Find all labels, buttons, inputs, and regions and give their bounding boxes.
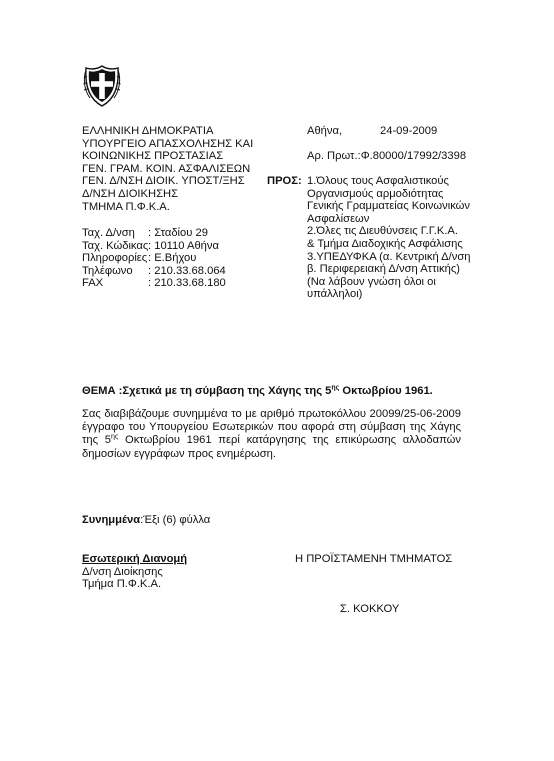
body-line: έγγραφο του Υπουργείου Εσωτερικών που αφορά στη σύμβαση της Χάγης: [82, 421, 461, 434]
distribution-item: Δ/νση Διοίκησης: [82, 565, 163, 578]
recipient-line: Οργανισμούς αρμοδιότητας: [307, 187, 444, 200]
body-paragraph: [82, 408, 461, 461]
signature-name: Σ. ΚΟΚΚΟΥ: [340, 603, 400, 615]
contact-value: : 210.33.68.180: [148, 277, 226, 290]
greek-coat-of-arms-icon: [82, 64, 122, 108]
attachments-label: Συνημμένα: [82, 514, 141, 526]
recipient-line: υπάλληλοι): [307, 288, 363, 301]
contact-label: Ταχ. Δ/νση: [82, 227, 135, 239]
subject-text: ΘΕΜΑ :Σχετικά με τη σύμβαση της Χάγης της 5: [82, 385, 332, 397]
org-line: ΓΕΝ. ΓΡΑΜ. ΚΟΙΝ. ΑΣΦΑΛΙΣΕΩΝ: [82, 162, 251, 175]
distribution-title: Εσωτερική Διανομή: [82, 553, 188, 565]
attachments: [82, 514, 210, 527]
recipient-line: 3.ΥΠΕΔΥΦΚΑ (α. Κεντρική Δ/νση: [307, 250, 471, 263]
internal-distribution: [82, 553, 187, 591]
recipient-line: Γενικής Γραμματείας Κοινωνικών: [307, 200, 470, 213]
org-line: ΚΟΙΝΩΝΙΚΗΣ ΠΡΟΣΤΑΣΙΑΣ: [82, 150, 224, 163]
contact-value: : Σταδίου 29: [148, 227, 208, 239]
org-line: Δ/ΝΣΗ ΔΙΟΙΚΗΣΗΣ: [82, 187, 178, 200]
contact-label: Πληροφορίες: [82, 252, 148, 265]
contact-value: : 210.33.68.064: [148, 264, 226, 277]
body-ordinal: ης: [111, 433, 119, 441]
contact-values: [148, 227, 226, 290]
org-line: ΕΛΛΗΝΙΚΗ ΔΗΜΟΚΡΑΤΙΑ: [82, 125, 214, 137]
signature-title: Η ΠΡΟΪΣΤΑΜΕΝΗ ΤΜΗΜΑΤΟΣ: [295, 553, 453, 565]
recipient-line: β. Περιφερειακή Δ/νση Αττικής): [307, 263, 460, 276]
org-line: ΥΠΟΥΡΓΕΙΟ ΑΠΑΣΧΟΛΗΣΗΣ ΚΑΙ: [82, 137, 254, 150]
org-line: ΓΕΝ. Δ/ΝΣΗ ΔΙΟΙΚ. ΥΠΟΣΤ/ΞΗΣ: [82, 175, 245, 188]
subject-line: [82, 385, 433, 398]
contact-label: Τηλέφωνο: [82, 264, 133, 277]
recipient-line: Ασφαλίσεων: [307, 212, 370, 225]
recipient-line: (Να λάβουν γνώση όλοι οι: [307, 275, 436, 288]
attachments-value: :Έξι (6) φύλλα: [140, 514, 211, 526]
place: Αθήνα,: [307, 125, 343, 137]
distribution-item: Τμήμα Π.Φ.Κ.Α.: [82, 578, 162, 591]
sender-organization: [82, 125, 253, 213]
body-line: δημοσίων εγγράφων προς ενημέρωση.: [82, 447, 277, 460]
contact-label: Ταχ. Κώδικας: [82, 239, 149, 252]
date: 24-09-2009: [380, 125, 438, 137]
subject-ordinal: ης: [331, 384, 340, 392]
recipient-line: 2.Όλες τις Διευθύνσεις Γ.Γ.Κ.Α.: [307, 225, 458, 238]
recipient-line: & Τμήμα Διαδοχικής Ασφάλισης: [307, 237, 463, 250]
body-line: [82, 434, 461, 447]
body-text: Οκτωβρίου 1961 περί κατάργησης της επικύρωσης αλλοδαπών: [118, 434, 461, 447]
contact-value: : Ε.Βήχου: [148, 252, 197, 265]
subject-text-end: Οκτωβρίου 1961.: [339, 385, 433, 397]
contact-value: : 10110 Αθήνα: [148, 239, 219, 252]
body-line: Σας διαβιβάζουμε συνημμένα το με αριθμό πρωτοκόλλου 20099/25-06-2009: [82, 408, 461, 420]
recipient-line: 1.Όλους τους Ασφαλιστικούς: [307, 175, 449, 187]
recipients-list: [307, 175, 470, 301]
body-text: της 5: [82, 434, 111, 447]
contact-label: FAX: [82, 277, 104, 290]
org-line: ΤΜΗΜΑ Π.Φ.Κ.Α.: [82, 200, 170, 213]
recipients-label: ΠΡΟΣ:: [267, 175, 302, 187]
protocol-number: Αρ. Πρωτ.:Φ.80000/17992/3398: [307, 150, 467, 162]
contact-labels: [82, 227, 148, 290]
